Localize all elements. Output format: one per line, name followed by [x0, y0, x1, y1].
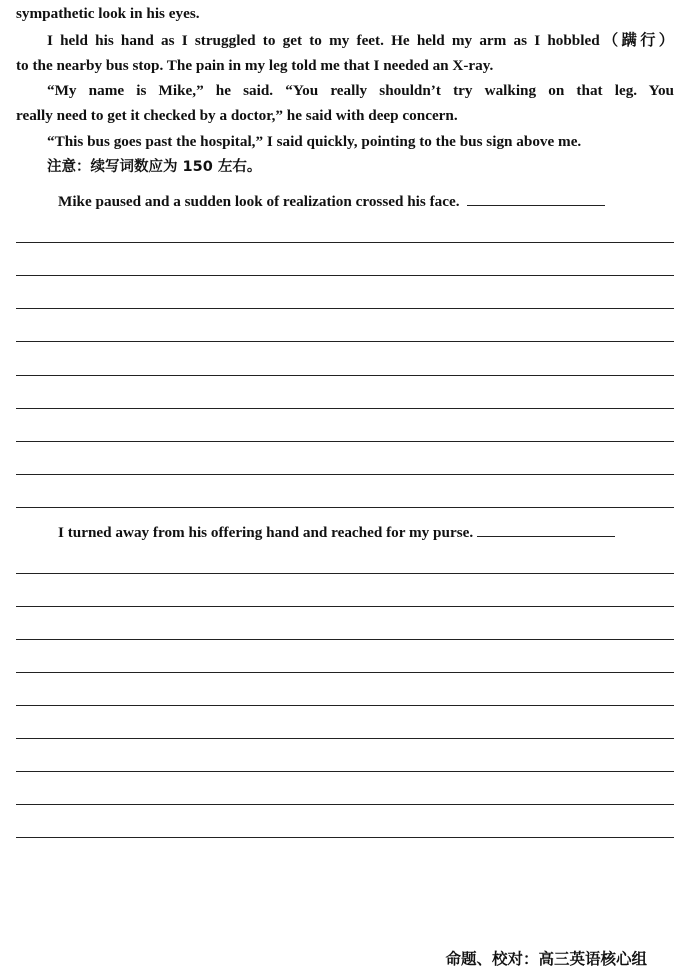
section-2-writing-line[interactable]	[16, 738, 674, 739]
section-1-writing-line[interactable]	[16, 441, 674, 442]
section-2-writing-line[interactable]	[16, 606, 674, 607]
word-count-note: 注意：续写词数应为 150 左右。	[47, 159, 262, 175]
section-1-writing-line[interactable]	[16, 507, 674, 508]
passage-paragraph-2-line-1: “My name is Mike,” he said. “You really shouldn’t try walking on that leg. You	[47, 82, 674, 99]
section-2-writing-line[interactable]	[16, 771, 674, 772]
section-1-writing-line[interactable]	[16, 275, 674, 276]
section-2-writing-line[interactable]	[16, 639, 674, 640]
section-2-writing-line[interactable]	[16, 573, 674, 574]
section-2-prompt-line	[58, 520, 615, 545]
passage-line-top: sympathetic look in his eyes.	[16, 5, 200, 22]
section-1-writing-line[interactable]	[16, 408, 674, 409]
passage-paragraph-1-line-2: to the nearby bus stop. The pain in my leg told me that I needed an X-ray.	[16, 57, 494, 74]
footer-credit: 命题、校对：高三英语核心组	[445, 950, 647, 968]
section-2-prompt: I turned away from his offering hand and reached for my purse.	[58, 524, 474, 541]
section-2-writing-line[interactable]	[16, 672, 674, 673]
passage-paragraph-2-line-2: really need to get it checked by a doctor,” he said with deep concern.	[16, 107, 458, 124]
section-2-writing-line[interactable]	[16, 837, 674, 838]
passage-paragraph-1-line-1: I held his hand as I struggled to get to my feet. He held my arm as I hobbled（蹒行）	[47, 32, 674, 49]
section-2-writing-line[interactable]	[16, 804, 674, 805]
section-2-writing-line[interactable]	[16, 705, 674, 706]
passage-paragraph-3-line-1: “This bus goes past the hospital,” I said quickly, pointing to the bus sign above me.	[47, 133, 582, 150]
section-1-writing-line[interactable]	[16, 341, 674, 342]
section-2-prompt-blank[interactable]	[477, 520, 615, 537]
section-1-writing-line[interactable]	[16, 242, 674, 243]
section-1-prompt-line	[58, 189, 605, 214]
section-1-writing-line[interactable]	[16, 308, 674, 309]
section-1-prompt-blank[interactable]	[467, 189, 605, 206]
section-1-prompt: Mike paused and a sudden look of realization crossed his face.	[58, 193, 460, 210]
section-1-writing-line[interactable]	[16, 474, 674, 475]
section-1-writing-line[interactable]	[16, 375, 674, 376]
